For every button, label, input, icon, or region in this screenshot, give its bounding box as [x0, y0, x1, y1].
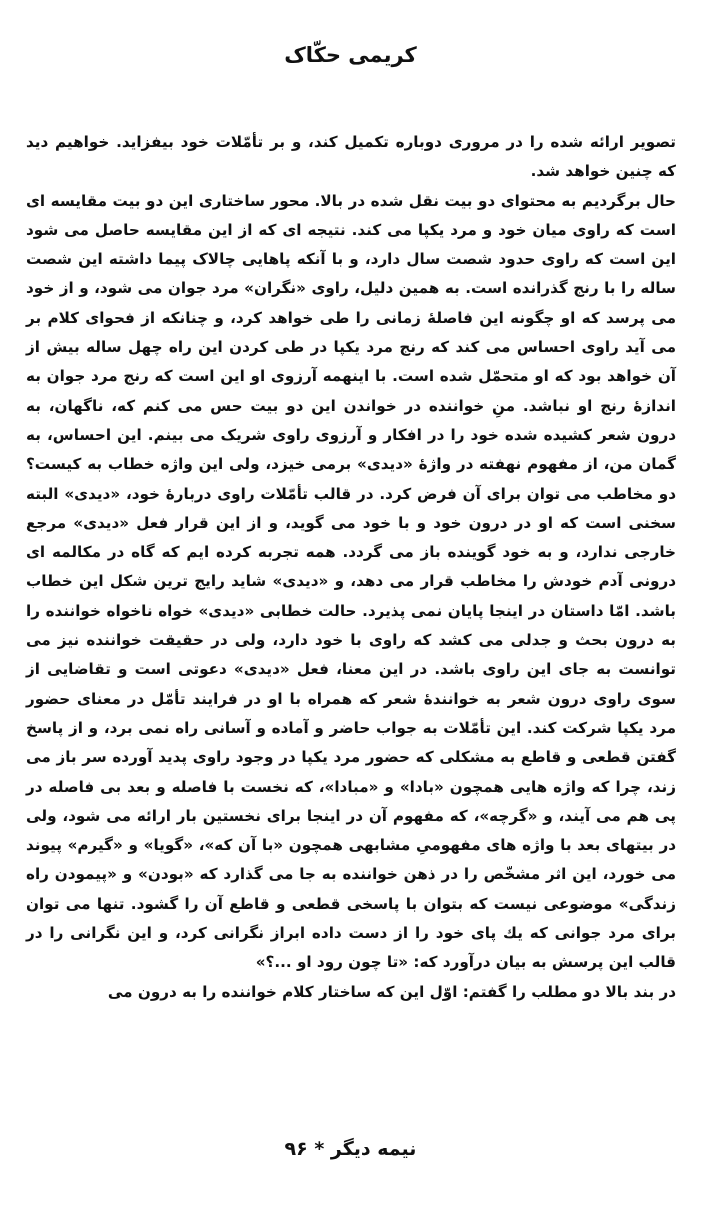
running-header-author: کریمی حکّاک	[284, 43, 417, 67]
paragraph-continuation: تصویر ارائه شده را در مروری دوباره تکمیل کند، و بر تأمّلات خود بیفزاید. خواهیم دید که چنین خواهد شد.	[26, 133, 676, 181]
paragraph-analysis: حال برگردیم به محتوای دو بیت نقل شده در بالا. محور ساختاری این دو بیت مقایسه ای است که راوی میان خود و مرد یکپا می کند. نتیجه ای که از این مقایسه حاصل می شود این است که راوی حدود شصت سال دارد، و با آنکه پاهایی چالاک پیما داشته این شصت ساله را با رنج گذرانده است. به همین دلیل، راوی «نگران» مرد جوان می شود، و از خود می پرسد که او چگونه این فاصلهٔ زمانی را طی خواهد کرد، و چنانکه از فحوای کلام بر می آید راوی احساس می کند که رنج مرد یکپا در طی کردن این راه چهل ساله بیش از آن خواهد بود که او متحمّل شده است. با اینهمه آرزوی او این است که رنج مرد جوان به اندازهٔ رنج او نباشد. منِ خواننده در خواندن این دو بیت حس می کنم که، ناگهان، به درون شعر کشیده شده خود را در افکار و آرزوی راوی شریک می بینم. این احساس، به گمان من، از مفهوم نهفته در واژهٔ «دیدی» برمی خیزد، ولی این واژه خطاب به کیست؟ دو مخاطب می توان برای آن فرض کرد. در قالب تأمّلات راوی دربارهٔ خود، «دیدی» البته سخنی است که او در درون خود و با خود می گوید، و از این قرار فعل «دیدی» مرجع خارجی ندارد، و به خود گوینده باز می گردد. همه تجربه کرده ایم که گاه در مکالمه ای درونی آدم خودش را مخاطب قرار می دهد، و «دیدی» شاید رایج ترین شکل این خطاب باشد. امّا داستان در اینجا پایان نمی پذیرد. حالت خطابی «دیدی» خواه ناخواه خواننده را به درون بحث و جدلی می کشد که راوی با خود دارد، ولی در حقیقت خواننده نیز می توانست به جای این راوی باشد. در این معنا، فعل «دیدی» دعوتی است و تقاضایی از سوی راوی درون شعر به خوانندهٔ شعر که همراه با او در فرایند تأمّل در معنای حضور مرد یکپا شرکت کند. این تأمّلات به جواب حاضر و آماده و آسانی راه نمی برد، و از پاسخ گفتن قطعی و قاطع به مشکلی که حضور مرد یکپا در وجود راوی پدید آورده سر باز می زند، چرا که واژه هایی همچون «بادا» و «مبادا»، که نخست با فاصله و بعد بی فاصله در پی هم می آیند، و «گرچه»، که مفهوم آن در اینجا برای نخستین بار ارائه می شود، ولی در بیتهای بعد با واژه های مفهومیِ مشابهی همچون «با آن که»، «گویا» و «گیرم» پیوند می خورد، این اثر مشخّص را در ذهن خواننده به جا می گذارد که «بودن» و «پیمودن راه زندگی» موضوعی نیست که بتوان با پاسخی قطعی و قاطع آن را گشود. تنها می توان برای مرد جوانی که یك پای خود را از دست داده ابراز نگرانی کرد، و این نگرانی را در قالب این پرسش به بیان درآورد که: «تا چون رود او ...؟»	[26, 191, 676, 972]
paragraph-closing: در بند بالا دو مطلب را گفتم: اوّل این که ساختار کلام خواننده را به درون می	[107, 982, 676, 1001]
page-footer-number: نیمه دیگر * ۹۶	[284, 1138, 417, 1160]
article-body	[26, 128, 676, 1007]
